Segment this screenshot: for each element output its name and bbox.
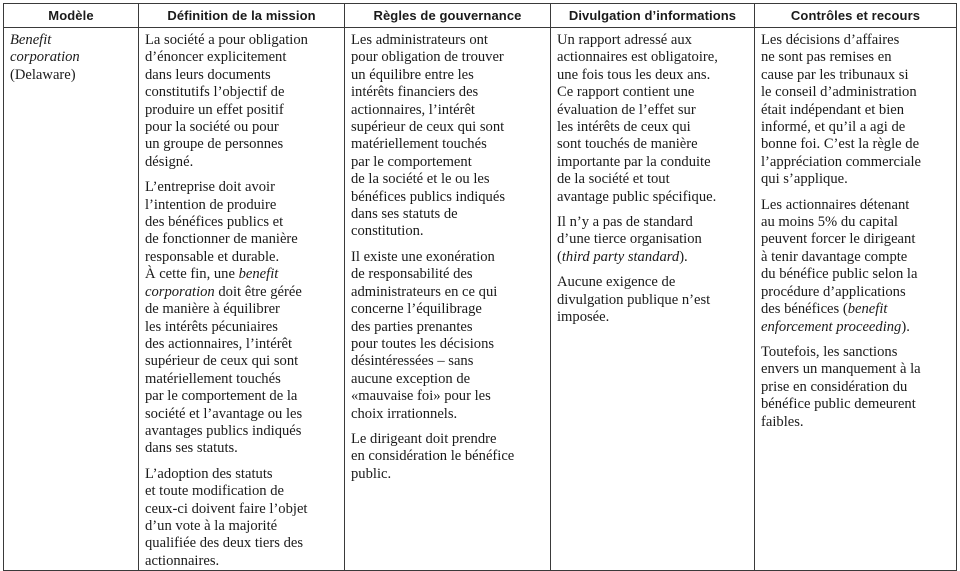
controls-paragraph xyxy=(761,197,952,336)
text-line: intérêts financiers des xyxy=(351,84,479,101)
text-line: administrateurs en ce qui xyxy=(351,283,498,300)
text-line: Il n’y a pas de standard xyxy=(557,214,693,231)
text-line xyxy=(761,301,952,318)
text-line: L’adoption des statuts xyxy=(145,465,273,482)
text-line: Les administrateurs ont xyxy=(351,32,488,48)
text-line: divulgation publique n’est xyxy=(557,291,711,308)
header-mission: Définition de la mission xyxy=(139,4,345,28)
header-row xyxy=(4,4,957,28)
text-line: public. xyxy=(351,465,392,482)
text-line: aucune exception de xyxy=(351,370,471,387)
mission-paragraph xyxy=(145,179,340,458)
comparison-table xyxy=(3,3,957,571)
text-line: matériellement touchés xyxy=(145,370,281,387)
text-line: du bénéfice public selon la xyxy=(761,266,918,283)
disclosure-paragraph xyxy=(557,214,750,266)
text-line: d’une tierce organisation xyxy=(557,231,702,248)
text-line: sont touchés de manière xyxy=(557,136,698,153)
text-fragment: ). xyxy=(901,318,910,335)
text-line: les intérêts pécuniaires xyxy=(145,318,278,335)
text-line: dans leurs documents xyxy=(145,66,271,83)
text-line: supérieur de ceux qui sont xyxy=(145,353,299,370)
text-fragment: ( xyxy=(557,248,562,265)
text-line: responsable et durable. xyxy=(145,248,280,265)
text-line: des parties prenantes xyxy=(351,318,473,335)
text-line: bénéfice public demeurent xyxy=(761,396,916,413)
governance-paragraph xyxy=(351,249,546,423)
italic-term: enforcement proceeding xyxy=(761,318,902,335)
text-fragment: À cette fin, une xyxy=(145,266,239,283)
text-line: ne sont pas remises en xyxy=(761,49,892,66)
governance-paragraph xyxy=(351,431,546,483)
text-line: désintéressées – sans xyxy=(351,353,474,370)
italic-term: benefit xyxy=(238,266,279,283)
governance-paragraph xyxy=(351,32,546,241)
text-line: envers un manquement à la xyxy=(761,361,921,378)
text-line: actionnaires est obligatoire, xyxy=(557,49,718,66)
text-line: Toutefois, les sanctions xyxy=(761,343,898,360)
text-line: dans ses statuts de xyxy=(351,206,458,223)
text-line: cause par les tribunaux si xyxy=(761,66,909,83)
text-line: l’intention de produire xyxy=(145,196,277,213)
mission-paragraph xyxy=(145,466,340,570)
text-line: Le dirigeant doit prendre xyxy=(351,430,497,447)
text-line: pour la société ou pour xyxy=(145,119,279,136)
text-line: des actionnaires, l’intérêt xyxy=(145,335,293,352)
text-line: actionnaires. xyxy=(145,552,220,569)
text-fragment: doit être gérée xyxy=(214,283,302,300)
text-line: imposée. xyxy=(557,309,610,326)
cell-governance xyxy=(345,28,551,571)
cell-mission xyxy=(139,28,345,571)
text-line: bénéfices publics indiqués xyxy=(351,188,506,205)
header-governance: Règles de gouvernance xyxy=(345,4,551,28)
text-line: Un rapport adressé aux xyxy=(557,32,692,48)
text-line: dans ses statuts. xyxy=(145,440,238,457)
text-line: constitutifs l’objectif de xyxy=(145,84,285,101)
text-line: peuvent forcer le dirigeant xyxy=(761,231,916,248)
italic-term: benefit xyxy=(847,301,888,318)
text-line: importante par la conduite xyxy=(557,153,711,170)
text-line: et toute modification de xyxy=(145,483,285,500)
header-model: Modèle xyxy=(4,4,139,28)
cell-controls xyxy=(755,28,957,571)
text-line: qualifiée des deux tiers des xyxy=(145,535,304,552)
model-name-line: Benefit xyxy=(10,32,52,48)
text-line: avantage public spécifique. xyxy=(557,188,717,205)
text-line: supérieur de ceux qui sont xyxy=(351,119,505,136)
text-line: Les décisions d’affaires xyxy=(761,32,900,48)
text-line: était indépendant et bien xyxy=(761,101,905,118)
text-line: pour obligation de trouver xyxy=(351,49,504,66)
disclosure-paragraph xyxy=(557,274,750,326)
text-line xyxy=(557,249,750,266)
text-line: l’appréciation commerciale xyxy=(761,153,922,170)
model-name-line: corporation xyxy=(10,49,80,66)
text-line: Il existe une exonération xyxy=(351,248,495,265)
text-line: de fonctionner de manière xyxy=(145,231,298,248)
italic-term: third party standard xyxy=(561,248,680,265)
text-line: le conseil d’administration xyxy=(761,84,917,101)
text-line: bonne foi. C’est la règle de xyxy=(761,136,920,153)
italic-term: corporation xyxy=(145,283,215,300)
cell-model xyxy=(4,28,139,571)
text-line: produire un effet positif xyxy=(145,101,284,118)
text-line: matériellement touchés xyxy=(351,136,487,153)
text-line xyxy=(145,284,340,301)
controls-paragraph xyxy=(761,344,952,431)
text-line: constitution. xyxy=(351,223,424,240)
text-line: avantages publics indiqués xyxy=(145,422,302,439)
text-line: Ce rapport contient une xyxy=(557,84,695,101)
controls-paragraph xyxy=(761,32,952,189)
model-qualifier: (Delaware) xyxy=(10,66,76,83)
cell-disclosure xyxy=(551,28,755,571)
text-line: pour toutes les décisions xyxy=(351,335,495,352)
header-disclosure: Divulgation d’informations xyxy=(551,4,755,28)
text-line: de manière à équilibrer xyxy=(145,301,280,318)
table-row xyxy=(4,28,957,571)
text-line: L’entreprise doit avoir xyxy=(145,179,275,196)
text-line: actionnaires, l’intérêt xyxy=(351,101,475,118)
text-line: prise en considération du xyxy=(761,378,908,395)
text-line: par le comportement de la xyxy=(145,388,298,405)
text-line: La société a pour obligation xyxy=(145,32,308,48)
text-line xyxy=(761,319,952,336)
text-fragment: des bénéfices ( xyxy=(761,301,848,318)
text-line xyxy=(145,266,340,283)
text-line: faibles. xyxy=(761,413,804,430)
text-line: concerne l’équilibrage xyxy=(351,301,482,318)
text-line: société et l’avantage ou les xyxy=(145,405,303,422)
mission-paragraph xyxy=(145,32,340,171)
text-line: les intérêts de ceux qui xyxy=(557,119,691,136)
text-line: qui s’applique. xyxy=(761,171,848,188)
text-fragment: ). xyxy=(679,248,688,265)
text-line: Aucune exigence de xyxy=(557,274,676,291)
text-line: un groupe de personnes xyxy=(145,136,284,153)
text-line: procédure d’applications xyxy=(761,283,906,300)
text-line: Les actionnaires détenant xyxy=(761,196,910,213)
text-line: de la société et tout xyxy=(557,171,670,188)
disclosure-paragraph xyxy=(557,32,750,206)
text-line: évaluation de l’effet sur xyxy=(557,101,696,118)
text-line: des bénéfices publics et xyxy=(145,214,284,231)
text-line: une fois tous les deux ans. xyxy=(557,66,711,83)
text-line: à tenir davantage compte xyxy=(761,248,908,265)
text-line: d’énoncer explicitement xyxy=(145,49,287,66)
text-line: de responsabilité des xyxy=(351,266,473,283)
text-line: par le comportement xyxy=(351,153,472,170)
text-line: informé, et qu’il a agi de xyxy=(761,119,906,136)
text-line: au moins 5% du capital xyxy=(761,214,898,231)
text-line: en considération le bénéfice xyxy=(351,448,515,465)
text-line: un équilibre entre les xyxy=(351,66,474,83)
text-line: choix irrationnels. xyxy=(351,405,458,422)
text-line: désigné. xyxy=(145,153,194,170)
text-line: «mauvaise foi» pour les xyxy=(351,388,491,405)
text-line: ceux-ci doivent faire l’objet xyxy=(145,500,308,517)
text-line: de la société et le ou les xyxy=(351,171,490,188)
text-line: d’un vote à la majorité xyxy=(145,517,278,534)
header-controls: Contrôles et recours xyxy=(755,4,957,28)
